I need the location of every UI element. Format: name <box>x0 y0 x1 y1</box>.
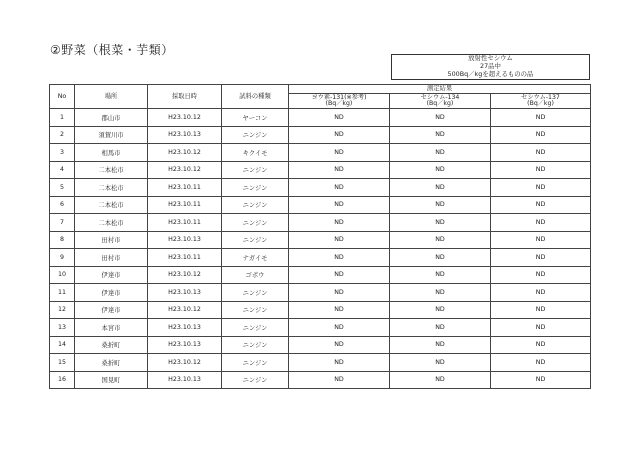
cell-no: 7 <box>50 214 75 232</box>
header-result-group: 測定結果 <box>289 85 591 94</box>
cell-date: H23.10.12 <box>148 161 222 179</box>
cell-date: H23.10.12 <box>148 354 222 372</box>
cell-place: 伊達市 <box>75 284 148 302</box>
cell-iodine: ND <box>289 161 390 179</box>
cell-place: 二本松市 <box>75 179 148 197</box>
cell-type: ニンジン <box>222 371 289 389</box>
cell-cs134: ND <box>390 214 491 232</box>
cell-no: 5 <box>50 179 75 197</box>
table-row <box>50 231 591 249</box>
cell-cs134: ND <box>390 126 491 144</box>
cell-cs134: ND <box>390 266 491 284</box>
cell-date: H23.10.11 <box>148 249 222 267</box>
header-iodine <box>289 94 390 109</box>
header-iodine-label: ヨウ素-131(※参考) <box>311 93 367 101</box>
table-row <box>50 179 591 197</box>
cell-cs137: ND <box>491 214 591 232</box>
cell-iodine: ND <box>289 196 390 214</box>
cell-no: 13 <box>50 319 75 337</box>
cell-date: H23.10.13 <box>148 126 222 144</box>
cell-place: 二本松市 <box>75 161 148 179</box>
header-cs134-unit: (Bq／kg) <box>426 100 454 107</box>
cell-no: 11 <box>50 284 75 302</box>
cell-date: H23.10.13 <box>148 336 222 354</box>
cell-type: ニンジン <box>222 179 289 197</box>
cell-place: 田村市 <box>75 231 148 249</box>
cell-iodine: ND <box>289 249 390 267</box>
cell-place: 相馬市 <box>75 144 148 162</box>
cell-type: ニンジン <box>222 319 289 337</box>
cell-iodine: ND <box>289 231 390 249</box>
cell-type: ゴボウ <box>222 266 289 284</box>
cell-iodine: ND <box>289 144 390 162</box>
cell-iodine: ND <box>289 214 390 232</box>
cell-cs137: ND <box>491 266 591 284</box>
cell-cs137: ND <box>491 371 591 389</box>
cell-cs137: ND <box>491 354 591 372</box>
cell-cs137: ND <box>491 179 591 197</box>
summary-line-3: 500Bq／kgを超えるものの品 <box>447 69 534 78</box>
cell-date: H23.10.11 <box>148 214 222 232</box>
cell-cs137: ND <box>491 231 591 249</box>
cell-type: ニンジン <box>222 126 289 144</box>
cell-iodine: ND <box>289 179 390 197</box>
header-cs137 <box>491 94 591 109</box>
cell-date: H23.10.13 <box>148 231 222 249</box>
cell-no: 14 <box>50 336 75 354</box>
cell-date: H23.10.13 <box>148 319 222 337</box>
cell-place: 田村市 <box>75 249 148 267</box>
cell-type: キクイモ <box>222 144 289 162</box>
cell-place: 須賀川市 <box>75 126 148 144</box>
cell-type: ニンジン <box>222 301 289 319</box>
summary-box <box>391 54 590 80</box>
cell-type: ヤーコン <box>222 109 289 127</box>
header-iodine-unit: (Bq／kg) <box>325 100 353 107</box>
cell-iodine: ND <box>289 371 390 389</box>
cell-date: H23.10.13 <box>148 371 222 389</box>
header-cs134 <box>390 94 491 109</box>
cell-type: ニンジン <box>222 196 289 214</box>
table-row <box>50 266 591 284</box>
cell-place: 桑折町 <box>75 336 148 354</box>
table-row <box>50 109 591 127</box>
cell-place: 郡山市 <box>75 109 148 127</box>
cell-place: 本宮市 <box>75 319 148 337</box>
cell-date: H23.10.12 <box>148 301 222 319</box>
cell-iodine: ND <box>289 126 390 144</box>
cell-place: 二本松市 <box>75 196 148 214</box>
cell-type: ニンジン <box>222 214 289 232</box>
cell-no: 16 <box>50 371 75 389</box>
cell-cs137: ND <box>491 301 591 319</box>
table-row <box>50 214 591 232</box>
cell-no: 12 <box>50 301 75 319</box>
cell-date: H23.10.12 <box>148 109 222 127</box>
cell-date: H23.10.12 <box>148 144 222 162</box>
cell-cs134: ND <box>390 196 491 214</box>
table-row <box>50 319 591 337</box>
cell-cs137: ND <box>491 249 591 267</box>
cell-cs137: ND <box>491 319 591 337</box>
table-row <box>50 196 591 214</box>
cell-cs134: ND <box>390 371 491 389</box>
cell-date: H23.10.11 <box>148 179 222 197</box>
cell-cs134: ND <box>390 144 491 162</box>
cell-cs134: ND <box>390 231 491 249</box>
summary-line-1: 放射性セシウム <box>468 54 513 62</box>
cell-cs134: ND <box>390 336 491 354</box>
table-row <box>50 284 591 302</box>
cell-cs134: ND <box>390 161 491 179</box>
cell-no: 10 <box>50 266 75 284</box>
cell-cs137: ND <box>491 126 591 144</box>
cell-iodine: ND <box>289 109 390 127</box>
header-cs134-label: セシウム-134 <box>420 93 460 101</box>
summary-line-2: 27品中 <box>480 61 501 70</box>
cell-cs134: ND <box>390 319 491 337</box>
cell-place: 二本松市 <box>75 214 148 232</box>
cell-date: H23.10.11 <box>148 196 222 214</box>
cell-no: 6 <box>50 196 75 214</box>
cell-cs137: ND <box>491 336 591 354</box>
cell-type: ニンジン <box>222 231 289 249</box>
cell-no: 8 <box>50 231 75 249</box>
cell-cs134: ND <box>390 301 491 319</box>
header-sample-type: 試料の種類 <box>222 85 289 109</box>
cell-cs134: ND <box>390 249 491 267</box>
cell-no: 4 <box>50 161 75 179</box>
cell-cs137: ND <box>491 144 591 162</box>
cell-type: ニンジン <box>222 336 289 354</box>
cell-date: H23.10.12 <box>148 266 222 284</box>
cell-iodine: ND <box>289 284 390 302</box>
cell-cs134: ND <box>390 109 491 127</box>
cell-cs137: ND <box>491 161 591 179</box>
cell-iodine: ND <box>289 319 390 337</box>
cell-type: ニンジン <box>222 161 289 179</box>
cell-iodine: ND <box>289 354 390 372</box>
table-row <box>50 144 591 162</box>
cell-cs134: ND <box>390 179 491 197</box>
cell-no: 15 <box>50 354 75 372</box>
cell-iodine: ND <box>289 301 390 319</box>
cell-cs137: ND <box>491 284 591 302</box>
table-row <box>50 301 591 319</box>
cell-place: 伊達市 <box>75 266 148 284</box>
cell-no: 9 <box>50 249 75 267</box>
table-row <box>50 371 591 389</box>
table-row <box>50 126 591 144</box>
table-row <box>50 336 591 354</box>
table-row <box>50 249 591 267</box>
cell-type: ナガイモ <box>222 249 289 267</box>
cell-place: 伊達市 <box>75 301 148 319</box>
page-title: ②野菜（根菜・芋類） <box>50 43 174 57</box>
cell-place: 国見町 <box>75 371 148 389</box>
cell-cs134: ND <box>390 354 491 372</box>
cell-no: 3 <box>50 144 75 162</box>
header-cs137-label: セシウム-137 <box>521 93 560 101</box>
cell-type: ニンジン <box>222 284 289 302</box>
header-date: 採取日時 <box>148 85 222 109</box>
header-no: No <box>50 85 75 109</box>
header-row-1 <box>50 85 591 94</box>
cell-no: 2 <box>50 126 75 144</box>
cell-cs134: ND <box>390 284 491 302</box>
cell-iodine: ND <box>289 336 390 354</box>
cell-place: 桑折町 <box>75 354 148 372</box>
header-place: 場所 <box>75 85 148 109</box>
cell-cs137: ND <box>491 109 591 127</box>
cell-type: ニンジン <box>222 354 289 372</box>
cell-no: 1 <box>50 109 75 127</box>
results-table <box>49 84 591 389</box>
cell-cs137: ND <box>491 196 591 214</box>
cell-date: H23.10.13 <box>148 284 222 302</box>
table-row <box>50 354 591 372</box>
header-cs137-unit: (Bq／kg) <box>527 100 554 107</box>
cell-iodine: ND <box>289 266 390 284</box>
table-row <box>50 161 591 179</box>
